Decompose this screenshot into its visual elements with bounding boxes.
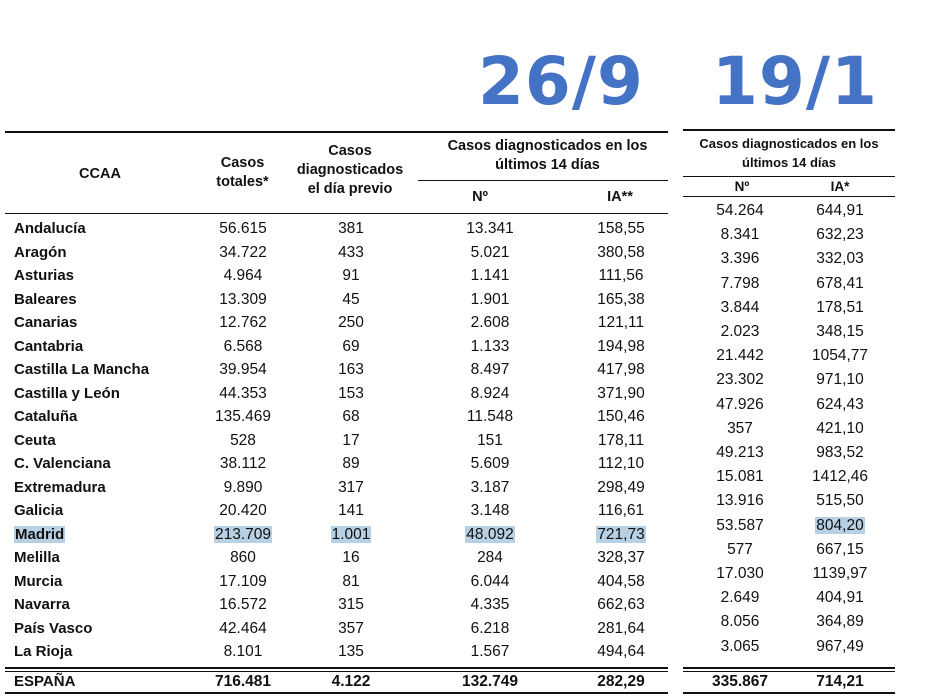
row-ia-value: 371,90 bbox=[597, 384, 645, 402]
row-previo-value: 17 bbox=[342, 431, 360, 449]
row-n-value: 13.341 bbox=[466, 220, 514, 237]
total-previo-value: 4.122 bbox=[331, 673, 371, 690]
row-ia2-value: 1412,46 bbox=[811, 468, 869, 486]
row-totales-value: 12.762 bbox=[219, 314, 267, 331]
row-ia2-value: 983,52 bbox=[816, 444, 864, 461]
row-n2-value: 21.442 bbox=[716, 347, 764, 365]
row-n-value: 3.187 bbox=[470, 478, 510, 496]
row-totales-value: 13.309 bbox=[219, 290, 267, 308]
row-ia-value: 158,55 bbox=[597, 220, 645, 237]
row-previo-value: 16 bbox=[342, 549, 360, 566]
right-header-rule bbox=[683, 196, 895, 197]
row-totales-value: 34.722 bbox=[219, 243, 267, 261]
row-previo-value: 69 bbox=[342, 337, 360, 355]
row-previo-value: 91 bbox=[342, 267, 360, 284]
row-n2-value: 8.341 bbox=[720, 226, 760, 244]
row-ia-value: 404,58 bbox=[597, 572, 645, 590]
row-previo-value: 381 bbox=[338, 220, 364, 237]
row-n2-value: 47.926 bbox=[716, 395, 764, 413]
right-table-top-rule bbox=[683, 129, 895, 131]
total-ccaa-name: ESPAÑA bbox=[14, 673, 76, 690]
row-totales-value: 16.572 bbox=[219, 596, 267, 613]
row-totales-value: 213.709 bbox=[214, 525, 272, 543]
row-ccaa-name: Murcia bbox=[14, 572, 63, 590]
row-previo-value: 135 bbox=[338, 643, 364, 660]
row-n2-value: 13.916 bbox=[716, 492, 764, 510]
row-ia-value: 494,64 bbox=[597, 643, 645, 660]
row-ccaa-name: Cantabria bbox=[14, 337, 84, 355]
row-previo-value: 141 bbox=[338, 502, 364, 519]
row-previo-value: 153 bbox=[338, 384, 364, 402]
total-ia2-value: 714,21 bbox=[816, 673, 864, 690]
right-header-group-14-dias: Casos diagnosticados en los últimos 14 días bbox=[699, 136, 879, 170]
row-n-value: 1.141 bbox=[470, 267, 510, 284]
row-previo-value: 317 bbox=[338, 478, 364, 496]
row-ia-value: 328,37 bbox=[597, 549, 645, 566]
row-ia2-value: 1139,97 bbox=[812, 565, 868, 582]
row-ia-value: 298,49 bbox=[597, 478, 645, 496]
row-n2-value: 53.587 bbox=[716, 516, 764, 534]
row-ccaa-name: Baleares bbox=[14, 290, 77, 308]
row-ia-value: 662,63 bbox=[597, 596, 645, 613]
row-ia-value: 721,73 bbox=[597, 525, 645, 543]
row-totales-value: 20.420 bbox=[219, 502, 267, 519]
right-bottom-rule bbox=[683, 692, 895, 694]
header-ia: IA** bbox=[607, 189, 633, 205]
row-ia2-value: 332,03 bbox=[816, 250, 864, 268]
row-n2-value: 3.844 bbox=[720, 298, 760, 316]
row-ccaa-name: Asturias bbox=[14, 267, 75, 284]
row-previo-value: 357 bbox=[338, 619, 364, 637]
row-ccaa-name: Melilla bbox=[14, 549, 60, 566]
row-ia2-value: 667,15 bbox=[816, 540, 864, 558]
left-table-top-rule bbox=[5, 131, 668, 133]
header-group-14-dias: Casos diagnosticados en los últimos 14 días bbox=[447, 138, 648, 173]
row-totales-value: 860 bbox=[230, 549, 256, 566]
row-ia2-value: 1054,77 bbox=[811, 347, 869, 365]
row-ccaa-name: Castilla La Mancha bbox=[14, 361, 150, 378]
row-ccaa-name: La Rioja bbox=[14, 643, 73, 660]
row-n2-value: 23.302 bbox=[716, 371, 764, 389]
row-ia2-value: 804,20 bbox=[816, 516, 864, 534]
row-n2-value: 2.649 bbox=[720, 589, 760, 607]
total-ia-value: 282,29 bbox=[597, 673, 645, 690]
row-ccaa-name: Cataluña bbox=[14, 408, 78, 425]
right-header-n: Nº bbox=[734, 179, 750, 194]
left-header-rule bbox=[5, 213, 668, 214]
row-totales-value: 42.464 bbox=[219, 619, 267, 637]
row-previo-value: 81 bbox=[342, 572, 360, 590]
row-ia-value: 116,61 bbox=[597, 502, 645, 519]
left-bottom-rule bbox=[5, 692, 668, 694]
row-previo-value: 315 bbox=[338, 596, 364, 613]
row-ia-value: 165,38 bbox=[597, 290, 645, 308]
row-n-value: 8.497 bbox=[470, 361, 510, 378]
row-previo-value: 250 bbox=[338, 314, 364, 331]
row-ccaa-name: País Vasco bbox=[14, 619, 93, 637]
row-n-value: 284 bbox=[477, 549, 503, 566]
row-ccaa-name: Extremadura bbox=[14, 478, 106, 496]
row-ia-value: 150,46 bbox=[597, 408, 645, 425]
row-n2-value: 2.023 bbox=[720, 323, 760, 340]
row-ia-value: 417,98 bbox=[597, 361, 645, 378]
row-n-value: 1.133 bbox=[470, 337, 510, 355]
row-n2-value: 49.213 bbox=[716, 444, 764, 461]
row-totales-value: 17.109 bbox=[219, 572, 267, 590]
row-totales-value: 44.353 bbox=[219, 384, 267, 402]
row-previo-value: 89 bbox=[342, 455, 360, 472]
row-totales-value: 6.568 bbox=[223, 337, 263, 355]
row-n2-value: 17.030 bbox=[716, 565, 764, 582]
row-ia2-value: 515,50 bbox=[816, 492, 864, 510]
row-ia2-value: 364,89 bbox=[816, 613, 864, 631]
row-totales-value: 135.469 bbox=[214, 408, 272, 425]
total-n2-value: 335.867 bbox=[711, 673, 769, 690]
header-casos-previo: Casos diagnosticados el día previo bbox=[296, 143, 404, 197]
row-n2-value: 15.081 bbox=[716, 468, 764, 486]
row-ccaa-name: Andalucía bbox=[14, 220, 86, 237]
row-ia2-value: 971,10 bbox=[816, 371, 864, 389]
row-ia-value: 194,98 bbox=[597, 337, 645, 355]
row-ia2-value: 624,43 bbox=[816, 395, 864, 413]
header-n: Nº bbox=[472, 189, 488, 205]
row-n-value: 11.548 bbox=[466, 408, 514, 425]
row-previo-value: 45 bbox=[342, 290, 360, 308]
row-ia2-value: 421,10 bbox=[816, 419, 864, 437]
row-n-value: 151 bbox=[477, 431, 503, 449]
row-n2-value: 3.396 bbox=[720, 250, 760, 268]
row-totales-value: 39.954 bbox=[219, 361, 267, 378]
row-previo-value: 163 bbox=[338, 361, 364, 378]
row-totales-value: 38.112 bbox=[219, 455, 267, 472]
row-n-value: 5.609 bbox=[470, 455, 510, 472]
row-ia2-value: 632,23 bbox=[816, 226, 864, 244]
row-n2-value: 7.798 bbox=[720, 274, 760, 292]
row-totales-value: 9.890 bbox=[223, 478, 263, 496]
row-n-value: 5.021 bbox=[470, 243, 510, 261]
row-n2-value: 357 bbox=[727, 419, 753, 437]
row-totales-value: 8.101 bbox=[223, 643, 263, 660]
row-ia-value: 111,56 bbox=[598, 267, 644, 284]
row-n-value: 2.608 bbox=[470, 314, 510, 331]
date-label-left: 26/9 bbox=[478, 43, 644, 120]
row-ia-value: 121,11 bbox=[597, 314, 645, 331]
row-totales-value: 528 bbox=[230, 431, 256, 449]
row-n-value: 1.567 bbox=[470, 643, 510, 660]
row-previo-value: 1.001 bbox=[331, 525, 371, 543]
row-ia2-value: 678,41 bbox=[816, 274, 864, 292]
row-ia2-value: 644,91 bbox=[816, 202, 864, 219]
total-n-value: 132.749 bbox=[461, 673, 519, 690]
row-n2-value: 577 bbox=[727, 540, 753, 558]
row-ccaa-name: Madrid bbox=[15, 525, 65, 543]
row-ccaa-name: Canarias bbox=[14, 314, 78, 331]
row-n-value: 6.218 bbox=[470, 619, 510, 637]
row-n2-value: 3.065 bbox=[720, 637, 760, 655]
row-n-value: 1.901 bbox=[470, 290, 510, 308]
row-ia-value: 380,58 bbox=[597, 243, 645, 261]
row-n2-value: 8.056 bbox=[720, 613, 760, 631]
row-totales-value: 56.615 bbox=[219, 220, 267, 237]
row-n-value: 4.335 bbox=[470, 596, 510, 613]
row-previo-value: 433 bbox=[338, 243, 364, 261]
row-ia-value: 281,64 bbox=[597, 619, 645, 637]
header-casos-totales: Casos totales* bbox=[216, 155, 269, 190]
total-totales-value: 716.481 bbox=[214, 673, 272, 690]
right-header-ia: IA* bbox=[830, 179, 850, 194]
row-n2-value: 54.264 bbox=[716, 202, 764, 219]
row-n-value: 8.924 bbox=[470, 384, 510, 402]
header-ccaa: CCAA bbox=[79, 166, 121, 182]
row-ia2-value: 404,91 bbox=[816, 589, 864, 607]
row-ccaa-name: Castilla y León bbox=[14, 384, 120, 402]
row-ccaa-name: C. Valenciana bbox=[14, 455, 111, 472]
left-total-top-rule bbox=[5, 667, 668, 669]
row-ia2-value: 348,15 bbox=[816, 323, 864, 340]
date-label-right: 19/1 bbox=[712, 43, 878, 120]
row-n-value: 3.148 bbox=[470, 502, 510, 519]
row-totales-value: 4.964 bbox=[223, 267, 263, 284]
row-ccaa-name: Aragón bbox=[14, 243, 67, 261]
left-group-rule bbox=[418, 180, 668, 181]
row-ia2-value: 178,51 bbox=[816, 298, 864, 316]
row-ia-value: 178,11 bbox=[597, 431, 645, 449]
row-ccaa-name: Galicia bbox=[14, 502, 64, 519]
right-total-top-rule bbox=[683, 667, 895, 669]
row-ccaa-name: Navarra bbox=[14, 596, 70, 613]
row-ia2-value: 967,49 bbox=[816, 637, 864, 655]
row-n-value: 6.044 bbox=[470, 572, 510, 590]
row-ia-value: 112,10 bbox=[597, 455, 645, 472]
row-n-value: 48.092 bbox=[466, 525, 514, 543]
row-previo-value: 68 bbox=[342, 408, 360, 425]
row-ccaa-name: Ceuta bbox=[14, 431, 56, 449]
